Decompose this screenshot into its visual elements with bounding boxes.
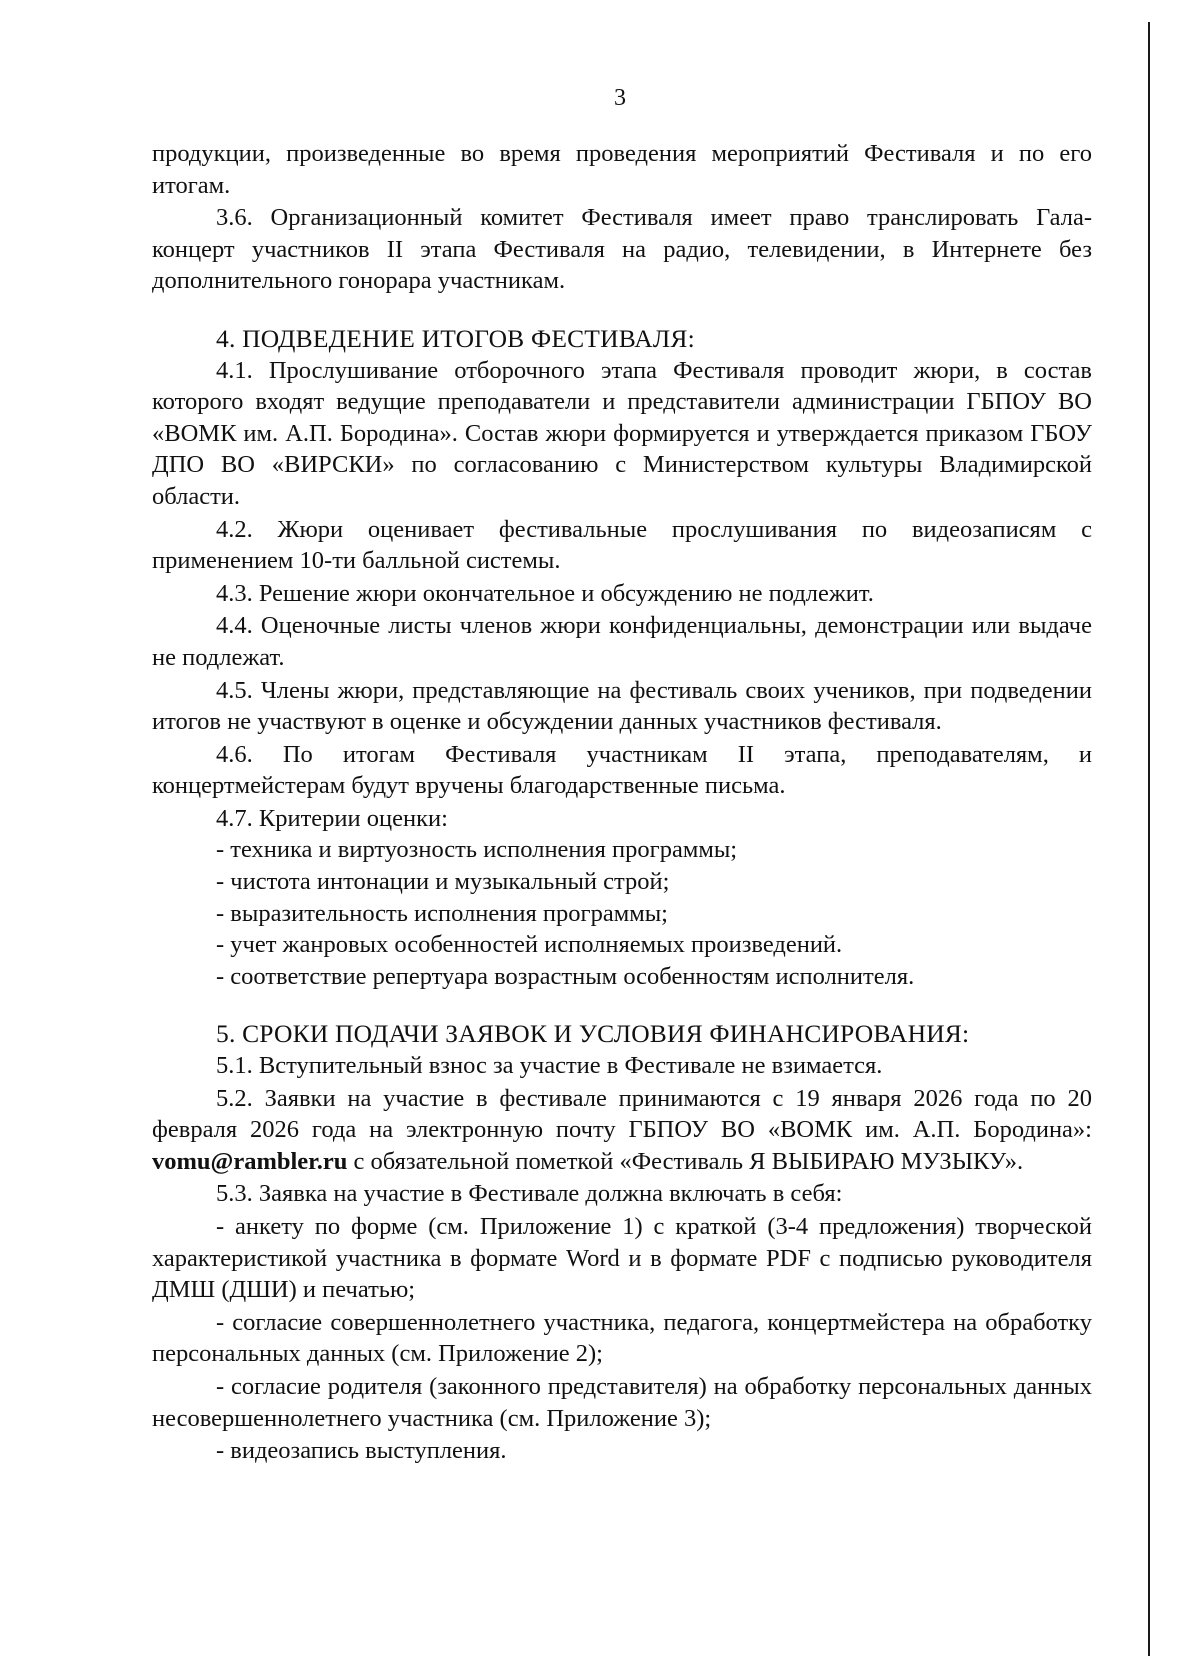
paragraph-4-4: 4.4. Оценочные листы членов жюри конфиденциальны, демонстрации или выдаче не подлежат. bbox=[152, 612, 1092, 671]
paragraph-5-1: 5.1. Вступительный взнос за участие в Фестивале не взимается. bbox=[216, 1052, 883, 1080]
paragraph-4-6: 4.6. По итогам Фестиваля участникам II этапа, преподавателям, и концертмейстерам будут вручены благодарственные письма. bbox=[152, 740, 1092, 800]
section-4-heading: 4. ПОДВЕДЕНИЕ ИТОГОВ ФЕСТИВАЛЯ: bbox=[216, 323, 695, 353]
email-address: vomu@rambler.ru bbox=[152, 1147, 348, 1175]
paragraph-continuation: продукции, произведенные во время проведения мероприятий Фестиваля и по его итогам. bbox=[152, 140, 1092, 199]
criteria-item: - выразительность исполнения программы; bbox=[216, 899, 668, 927]
paragraph-5-2-tail: с обязательной пометкой «Фестиваль Я ВЫБИРАЮ МУЗЫКУ». bbox=[347, 1147, 1024, 1175]
section-5-heading: 5. СРОКИ ПОДАЧИ ЗАЯВОК И УСЛОВИЯ ФИНАНСИРОВАНИЯ: bbox=[216, 1019, 970, 1049]
paragraph-4-2: 4.2. Жюри оценивает фестивальные прослушивания по видеозаписям с применением 10-ти балльной системы. bbox=[152, 515, 1092, 575]
application-item: - согласие совершеннолетнего участника, педагога, концертмейстера на обработку персональных данных (см. Приложение 2); bbox=[152, 1308, 1092, 1368]
paragraph-4-3: 4.3. Решение жюри окончательное и обсуждению не подлежит. bbox=[216, 579, 874, 607]
application-item: - согласие родителя (законного представителя) на обработку персональных данных несовершеннолетнего участника (см. Приложение 3); bbox=[152, 1372, 1092, 1432]
document-body bbox=[152, 138, 1092, 1467]
application-item: - видеозапись выступления. bbox=[216, 1437, 507, 1465]
paragraph-5-2 bbox=[152, 1083, 1092, 1178]
criteria-item: - учет жанровых особенностей исполняемых произведений. bbox=[216, 931, 843, 959]
paragraph-4-5: 4.5. Члены жюри, представляющие на фестиваль своих учеников, при подведении итогов не участвуют в оценке и обсуждении данных участников фестиваля. bbox=[152, 676, 1092, 736]
criteria-item: - техника и виртуозность исполнения программы; bbox=[216, 836, 738, 864]
application-item: - анкету по форме (см. Приложение 1) с краткой (3-4 предложения) творческой характеристикой участника в формате Word и в формате PDF с подписью руководителя ДМШ (ДШИ) и печатью; bbox=[152, 1213, 1092, 1304]
criteria-item: - соответствие репертуара возрастным особенностям исполнителя. bbox=[216, 962, 915, 990]
paragraph-3-6: 3.6. Организационный комитет Фестиваля имеет право транслировать Гала-концерт участников II этапа Фестиваля на радио, телевидении, в Интернете без дополнительного гонорара участникам. bbox=[152, 204, 1092, 295]
criteria-item: - чистота интонации и музыкальный строй; bbox=[216, 868, 670, 896]
paragraph-5-3: 5.3. Заявка на участие в Фестивале должна включать в себя: bbox=[216, 1180, 843, 1208]
paragraph-4-1: 4.1. Прослушивание отборочного этапа Фестиваля проводит жюри, в состав которого входят ведущие преподаватели и представители администрации ГБПОУ ВО «ВОМК им. А.П. Бородина». Состав жюри формируется и утверждается приказом ГБОУ ДПО ВО «ВИРСКИ» по согласованию с Министерством культуры Владимирской области. bbox=[152, 356, 1092, 510]
paragraph-4-7: 4.7. Критерии оценки: bbox=[216, 804, 448, 832]
paragraph-5-2-text: 5.2. Заявки на участие в фестивале принимаются с 19 января 2026 года по 20 февраля 2026 года на электронную почту ГБПОУ ВО «ВОМК им. А.П. Бородина»: bbox=[152, 1084, 1092, 1144]
page-edge-line bbox=[1148, 22, 1150, 1656]
page-number: 3 bbox=[614, 85, 626, 111]
